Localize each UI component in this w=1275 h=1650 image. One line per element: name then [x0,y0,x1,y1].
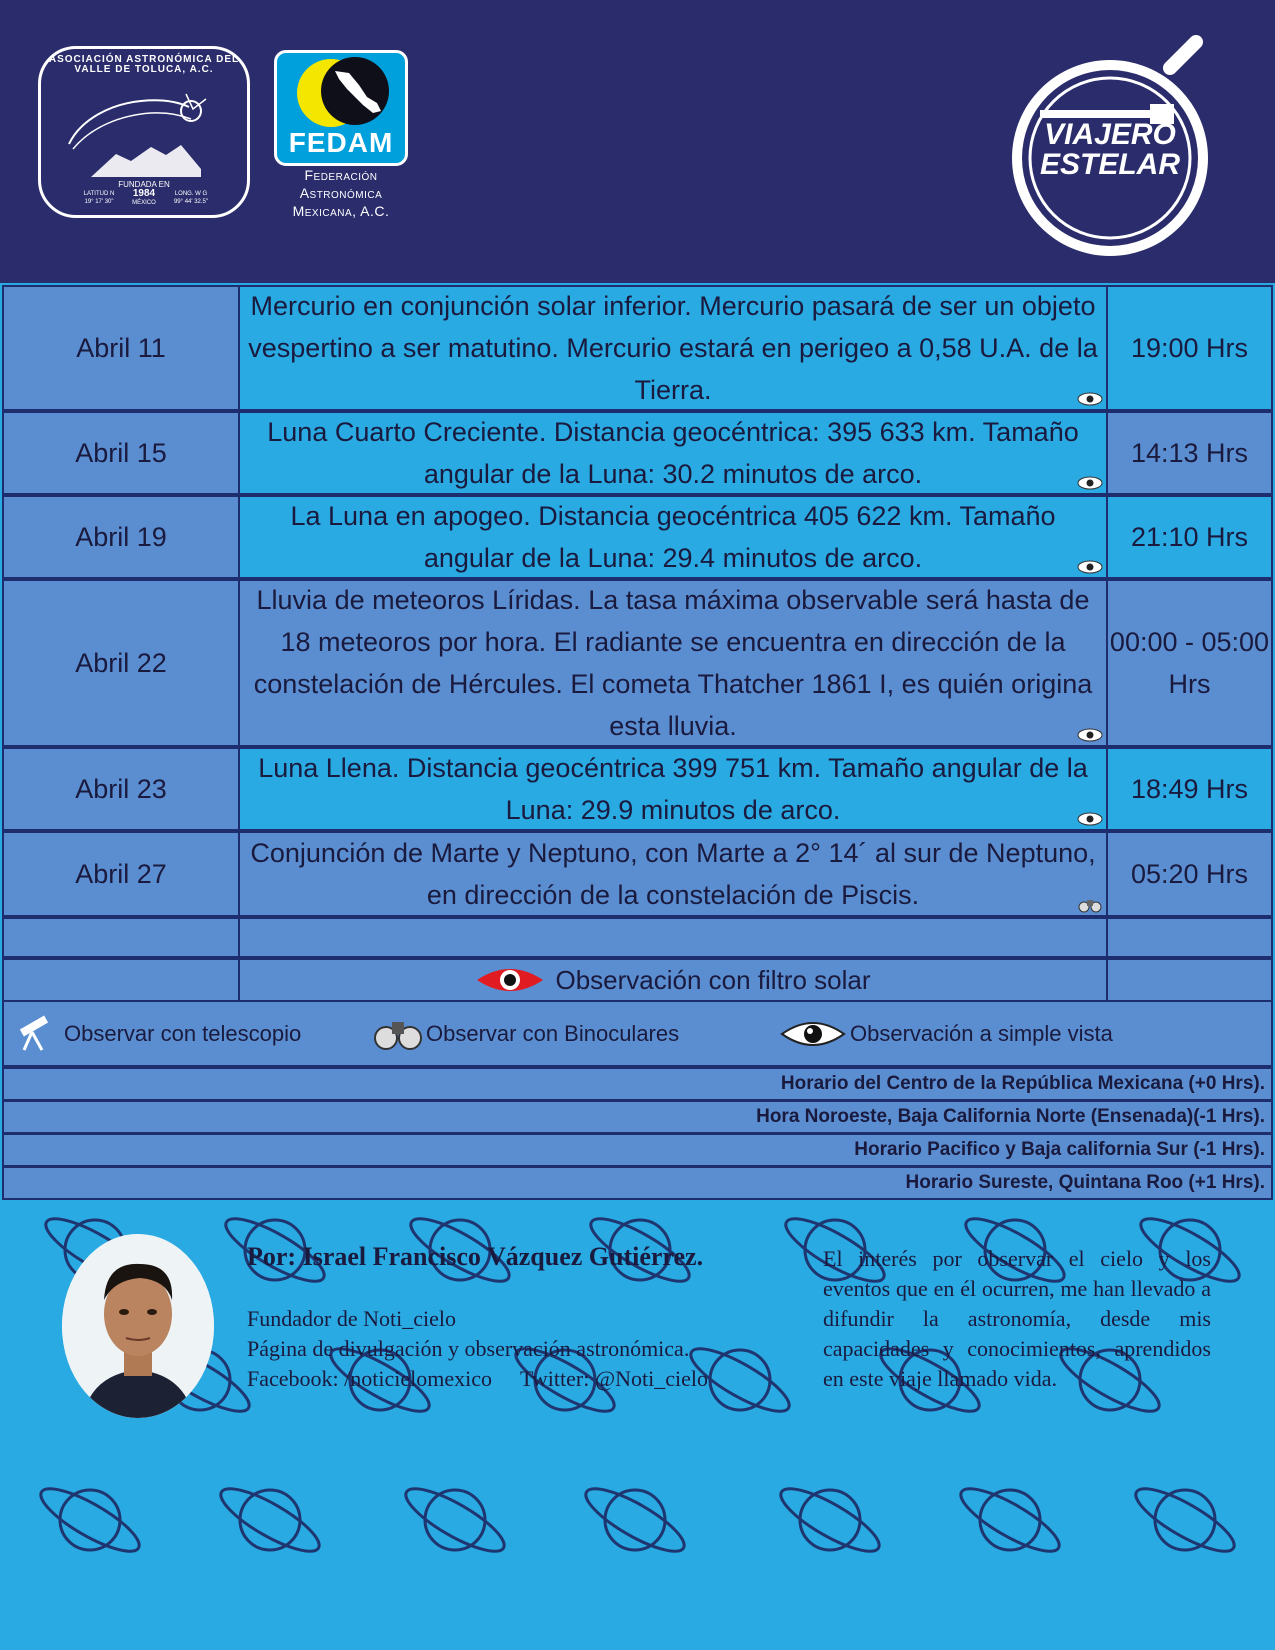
event-date: Abril 11 [76,332,166,363]
legend-eye-label: Observación a simple vista [850,1020,1113,1046]
latitude-label: LATITUD N [83,191,115,197]
facebook-link[interactable]: Facebook: /noticielomexico [247,1366,492,1391]
founded-place: MÉXICO [132,200,156,206]
event-time: 00:00 - 05:00 Hrs [1109,627,1270,699]
saturn-icon [395,1470,515,1570]
viajero-line-1: VIAJERO [1044,118,1176,151]
longitude-label: LONG. W G [174,191,208,197]
saturn-icon [210,1470,330,1570]
avt-ring-text: ASOCIACIÓN ASTRONÓMICA DEL VALLE DE TOLUCA, A.C. [48,54,240,75]
event-description: Lluvia de meteoros Líridas. La tasa máxima observable será hasta de 18 meteoros por hora. El radiante se encuentra en dirección de la constelación de Hércules. El cometa Thatcher 1861 I, es quién origina esta lluvia. [238,581,1108,745]
event-row [2,831,1273,917]
event-date: Abril 19 [75,521,167,552]
legend-eye [780,1002,1113,1065]
author-name: Por: Israel Francisco Vázquez Gutiérrez. [247,1242,704,1271]
event-date: Abril 22 [75,647,167,678]
empty-row [2,917,1273,958]
event-time: 05:20 Hrs [1130,859,1249,889]
legend-binoculars-label: Observar con Binoculares [426,1020,680,1046]
saturn-icon [30,1470,150,1570]
event-time: 19:00 Hrs [1108,287,1271,409]
solar-filter-label: Observación con filtro solar [555,965,871,995]
twitter-link[interactable]: Twitter: @Noti_cielo [520,1366,708,1391]
author-photo [62,1234,214,1418]
fedam-wordmark: FEDAM [288,127,394,158]
saturn-icon [770,1470,890,1570]
author-portrait [62,1234,214,1418]
empty-cell [4,960,238,1000]
eye-icon [1077,727,1103,743]
solar-filter-row [2,958,1273,1002]
event-row [2,579,1273,747]
author-details [247,1304,787,1394]
event-description: Mercurio en conjunción solar inferior. Mercurio pasará de ser un objeto vespertino a ser matutino. Mercurio estará en perigeo a 0,58 U.A. de la Tierra. [238,287,1108,409]
avt-logo [38,46,250,218]
event-time: 14:13 Hrs [1130,438,1249,468]
red-eye-icon [475,964,545,996]
event-time: 18:49 Hrs [1108,749,1271,829]
event-row [2,411,1273,495]
eye-icon [1077,811,1103,827]
author-quote: El interés por observar el cielo y los eventos que en él ocurren, me han llevado a difundir la astronomía, desde mis capacidades y conocimientos, aprendidos en este viaje llamado vida. [823,1246,1211,1391]
event-date: Abril 23 [75,773,167,804]
author-social [247,1364,787,1394]
fedam-subtitle [270,166,412,220]
event-description: La Luna en apogeo. Distancia geocéntrica 405 622 km. Tamaño angular de la Luna: 29.4 minutos de arco. [238,497,1108,577]
eye-icon [1077,559,1103,575]
saturn-icon [950,1470,1070,1570]
event-description: Luna Cuarto Creciente. Distancia geocéntrica: 395 633 km. Tamaño angular de la Luna: 30.2 minutos de arco. [238,413,1108,493]
fedam-line-1: Federación [304,167,378,183]
viajero-estelar-wordmark [1030,120,1190,180]
timezone-note: Horario Sureste, Quintana Roo (+1 Hrs). [2,1166,1273,1200]
event-row [2,747,1273,831]
timezone-note: Horario Pacifico y Baja california Sur (-1 Hrs). [2,1133,1273,1167]
eye-icon [1077,475,1103,491]
event-description: Luna Llena. Distancia geocéntrica 399 751 km. Tamaño angular de la Luna: 29.9 minutos de arco. [238,749,1108,829]
author-page-description: Página de divulgación y observación astronómica. [247,1336,690,1361]
event-description: Conjunción de Marte y Neptuno, con Marte a 2° 14´ al sur de Neptuno, en dirección de la constelación de Piscis. [238,833,1108,915]
solar-filter-cell [238,960,1108,1000]
event-date: Abril 15 [75,437,167,468]
timezone-note: Horario del Centro de la República Mexicana (+0 Hrs). [2,1067,1273,1101]
founded-year: 1984 [132,188,156,199]
latitude-value: 19° 17' 30" [84,199,114,205]
founded-label: FUNDADA EN [118,180,170,189]
binoculars-icon [1077,897,1103,913]
eye-icon [780,1018,846,1050]
empty-cell [1108,919,1271,956]
header-banner [0,0,1275,283]
fedam-logo [274,50,408,166]
legend-telescope [14,1002,301,1065]
moon-mexico-icon [277,53,405,133]
saturn-icon [575,1470,695,1570]
fedam-line-2: Astronómica [299,185,383,201]
longitude-value: 99° 44' 32.5" [173,199,209,205]
icon-legend [2,1000,1273,1067]
fedam-line-3: Mexicana, A.C. [292,203,390,219]
legend-telescope-label: Observar con telescopio [64,1020,302,1046]
event-time: 21:10 Hrs [1108,497,1271,577]
eye-icon [1077,391,1103,407]
legend-binoculars [372,1002,679,1065]
author-role: Fundador de Noti_cielo [247,1306,456,1331]
telescope-icon [14,1014,54,1054]
binoculars-icon [372,1016,424,1052]
event-row [2,285,1273,411]
event-row [2,495,1273,579]
saturn-icon [1125,1470,1245,1570]
viajero-line-2: ESTELAR [1039,148,1180,181]
empty-cell [1108,960,1271,1000]
timezone-note: Hora Noroeste, Baja California Norte (Ensenada)(-1 Hrs). [2,1100,1273,1134]
empty-cell [238,919,1108,956]
event-date: Abril 27 [75,858,167,889]
empty-cell [4,919,238,956]
